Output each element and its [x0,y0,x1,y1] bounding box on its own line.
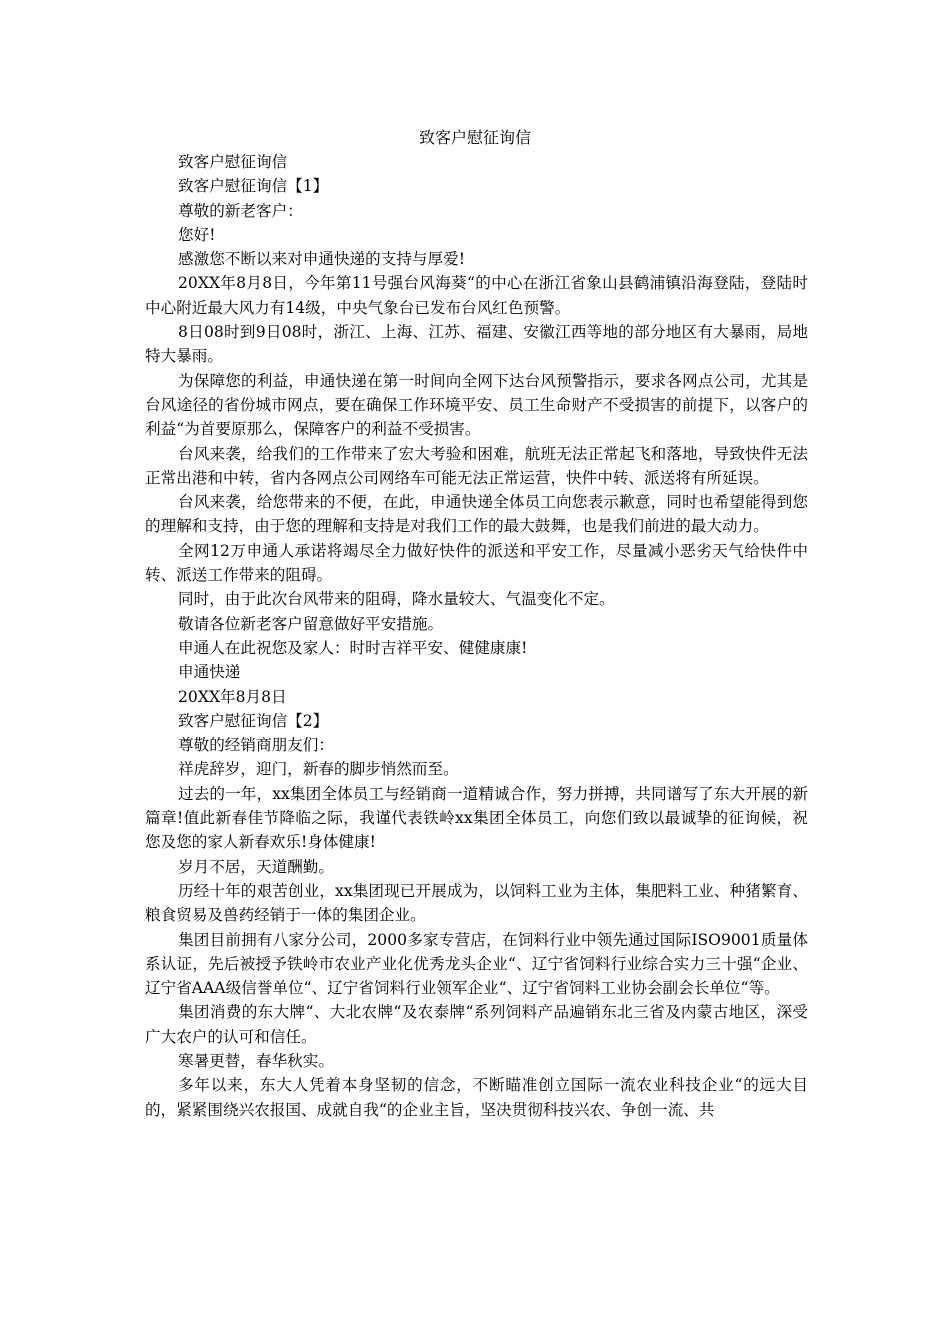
paragraph: 为保障您的利益，申通快递在第一时间向全网下达台风预警指示，要求各网点公司，尤其是台风途径的省份城市网点，要在确保工作环境平安、员工生命财产不受损害的前提下，以客户的利益“为首要原那么，保障客户的利益不受损害。 [145,371,808,439]
paragraph: 台风来袭，给您带来的不便，在此，申通快递全体员工向您表示歉意，同时也希望能得到您的理解和支持，由于您的理解和支持是对我们工作的最大鼓舞，也是我们前进的最大动力。 [145,493,808,536]
paragraph: 尊敬的新老客户： [178,201,303,220]
paragraph: 感激您不断以来对申通快递的支持与厚爱! [178,250,465,269]
paragraph: 历经十年的艰苦创业，xx集团现已开展成为，以饲料工业为主体，集肥料工业、种猪繁育、粮食贸易及兽药经销于一体的集团企业。 [145,881,808,925]
paragraph: 致客户慰征询信【2】 [178,711,329,730]
paragraph: 您好! [178,225,216,244]
paragraph: 多年以来，东大人凭着本身坚韧的信念，不断瞄准创立国际一流农业科技企业“的远大目的，紧紧围绕兴农报国、成就自我“的企业主旨，坚决贯彻科技兴农、争创一流、共 [145,1076,808,1119]
paragraph: 申通快递 [178,663,241,682]
paragraph: 申通人在此祝您及家人：时时吉祥平安、健健康康! [178,638,528,657]
paragraph: 致客户慰征询信【1】 [178,177,329,196]
paragraph: 致客户慰征询信 [178,153,288,171]
paragraph: 20XX年8月8日，今年第11号强台风海葵“的中心在浙江省象山县鹤浦镇沿海登陆，登陆时中心附近最大风力有14级，中央气象台已发布台风红色预警。 [145,274,808,317]
paragraph: 台风来袭，给我们的工作带来了宏大考验和困难，航班无法正常起飞和落地，导致快件无法正常出港和中转，省内各网点公司网络车可能无法正常运营，快件中转、派送将有所延误。 [145,444,808,487]
paragraph: 过去的一年，xx集团全体员工与经销商一道精诚合作，努力拼搏，共同谱写了东大开展的新篇章!值此新春佳节降临之际，我谨代表铁岭xx集团全体员工，向您们致以最诚挚的征询候，祝您及您的家人新春欢乐!身体健康! [145,784,808,852]
paragraph: 全网12万申通人承诺将竭尽全力做好快件的派送和平安工作，尽量减小恶劣天气给快件中转、派送工作带来的阻碍。 [145,541,808,585]
paragraph: 岁月不居，天道酬勤。 [178,857,334,876]
document-body [145,150,808,1122]
paragraph: 集团目前拥有八家分公司，2000多家专营店，在饲料行业中领先通过国际ISO9001质量体系认证，先后被授予铁岭市农业产业化优秀龙头企业“、辽宁省饲料行业综合实力三十强“企业、辽宁省AAA级信誉单位“、辽宁省饲料行业领军企业“、辽宁省饲料工业协会副会长单位“等。 [145,930,808,998]
paragraph: 20XX年8月8日 [178,687,287,706]
paragraph: 尊敬的经销商朋友们： [178,736,334,755]
document-title: 致客户慰征询信 [418,128,531,147]
paragraph: 寒暑更替，春华秋实。 [178,1051,334,1070]
paragraph: 集团消费的东大牌“、大北农牌“及农泰牌“系列饲料产品遍销东北三省及内蒙古地区，深受广大农户的认可和信任。 [145,1003,808,1046]
paragraph: 8日08时到9日08时，浙江、上海、江苏、福建、安徽江西等地的部分地区有大暴雨，局地特大暴雨。 [145,323,808,366]
paragraph: 敬请各位新老客户留意做好平安措施。 [178,614,444,633]
paragraph: 同时，由于此次台风带来的阻碍，降水量较大、气温变化不定。 [178,590,615,609]
paragraph: 祥虎辞岁，迎门，新春的脚步悄然而至。 [178,760,459,779]
